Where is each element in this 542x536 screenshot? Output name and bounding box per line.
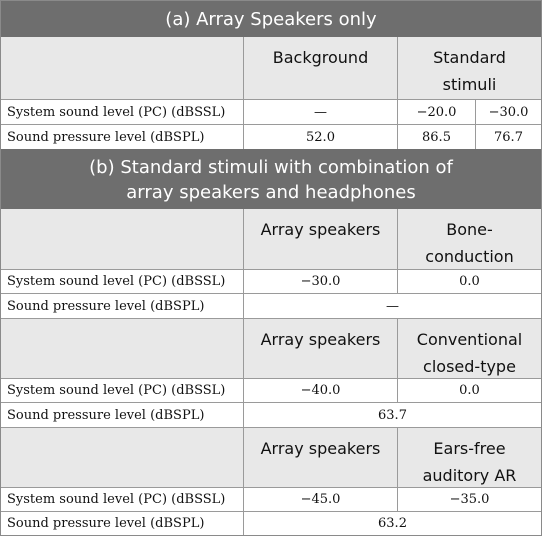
header-empty-cell [1, 428, 243, 487]
section-a-header-row [1, 37, 541, 99]
row-label-ssl: System sound level (PC) (dBSSL) [7, 274, 226, 289]
col-array-speakers: Array speakers [243, 428, 397, 487]
value-background-ssl: — [243, 100, 397, 124]
value-standard-ssl-2: −30.0 [475, 100, 541, 124]
row-label-ssl: System sound level (PC) (dBSSL) [7, 383, 226, 398]
table-row [1, 293, 541, 318]
header-empty-cell [1, 319, 243, 378]
value-headphone-ssl: −35.0 [397, 488, 541, 511]
header-empty-cell [1, 37, 243, 99]
value-spl-combined: 63.2 [243, 512, 541, 535]
table-row [1, 124, 541, 149]
col-standard-stimuli: Standard stimuli [397, 37, 541, 99]
value-headphone-ssl: 0.0 [397, 270, 541, 293]
value-headphone-ssl: 0.0 [397, 379, 541, 402]
table-row [1, 487, 541, 511]
value-array-ssl: −30.0 [243, 270, 397, 293]
group-1-header-row [1, 209, 541, 269]
col-conventional-closed-type: Conventional closed-type [397, 319, 541, 378]
col-ears-free-auditory-ar: Ears-free auditory AR [397, 428, 541, 487]
row-label-spl: Sound pressure level (dBSPL) [7, 298, 205, 314]
section-a-title: (a) Array Speakers only [1, 1, 541, 37]
table-row [1, 402, 541, 427]
row-label-spl: Sound pressure level (dBSPL) [7, 407, 205, 423]
table-row [1, 511, 541, 535]
row-label-spl: Sound pressure level (dBSPL) [7, 129, 205, 145]
row-label-ssl: System sound level (PC) (dBSSL) [7, 492, 226, 507]
table-row [1, 378, 541, 402]
col-background: Background [243, 37, 397, 99]
section-b-title: (b) Standard stimuli with combination of array speakers and headphones [1, 149, 541, 209]
row-label-spl: Sound pressure level (dBSPL) [7, 516, 205, 531]
value-background-spl: 52.0 [243, 125, 397, 149]
table-row [1, 269, 541, 293]
col-bone-conduction: Bone- conduction [397, 209, 541, 269]
value-spl-combined: 63.7 [243, 403, 541, 427]
value-array-ssl: −40.0 [243, 379, 397, 402]
value-spl-combined: — [243, 294, 541, 318]
row-label-ssl: System sound level (PC) (dBSSL) [7, 104, 226, 120]
group-3-header-row [1, 427, 541, 487]
col-array-speakers: Array speakers [243, 319, 397, 378]
value-array-ssl: −45.0 [243, 488, 397, 511]
group-2-header-row [1, 318, 541, 378]
header-empty-cell [1, 209, 243, 269]
value-standard-spl-1: 86.5 [397, 125, 475, 149]
col-array-speakers: Array speakers [243, 209, 397, 269]
value-standard-spl-2: 76.7 [475, 125, 541, 149]
value-standard-ssl-1: −20.0 [397, 100, 475, 124]
table-row [1, 99, 541, 124]
